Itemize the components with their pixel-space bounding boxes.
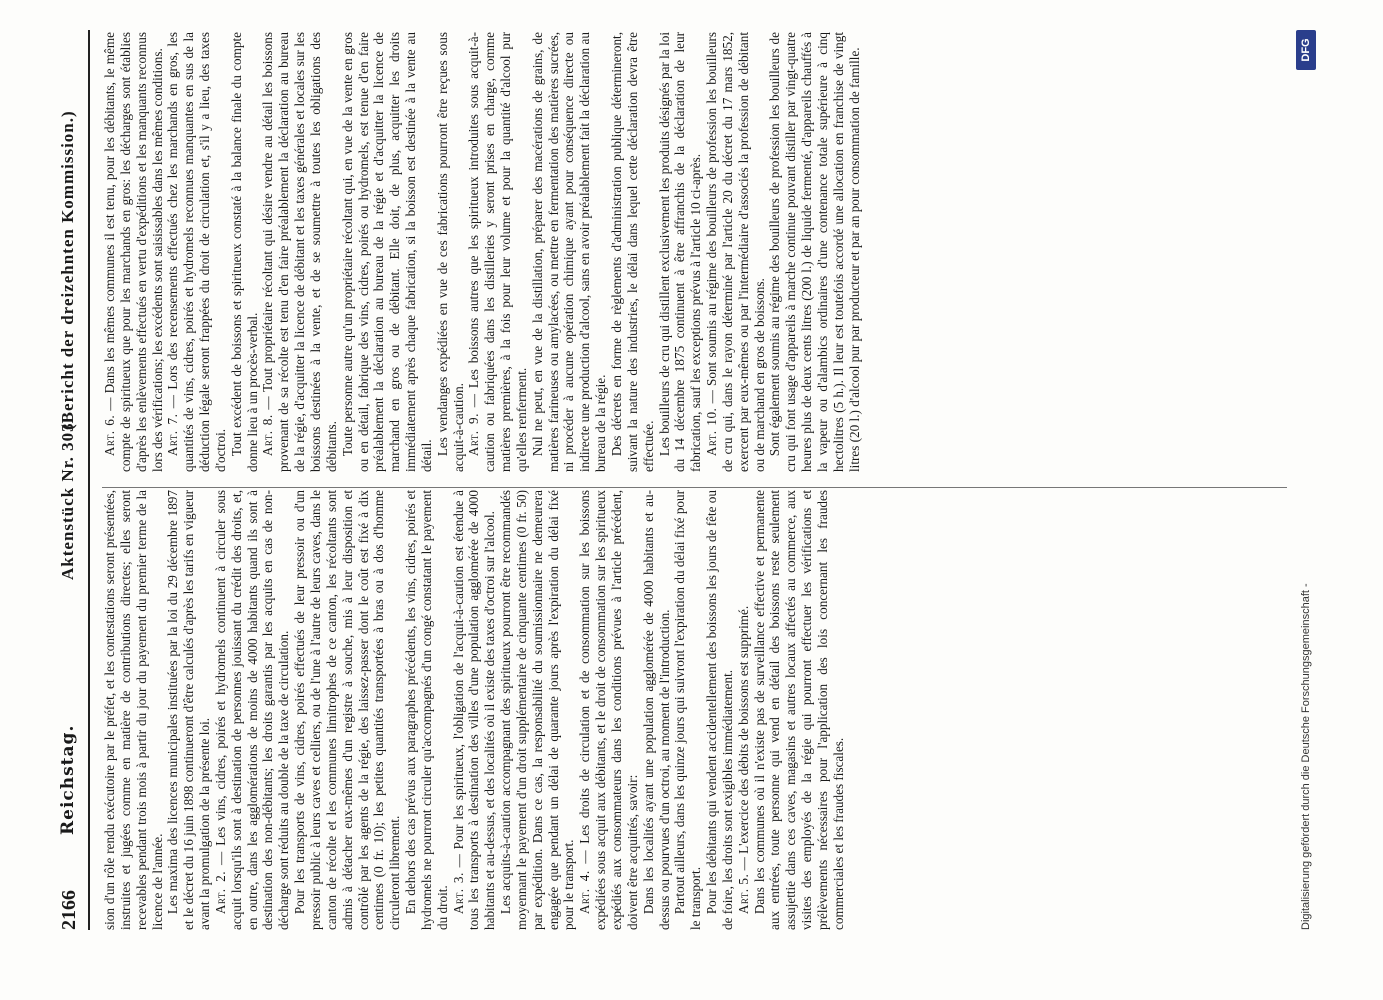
paragraph <box>736 490 752 930</box>
paragraph-text: — L'exercice des débits de boissons est supprimé. <box>735 605 751 874</box>
paragraph <box>102 490 165 930</box>
paragraph <box>704 490 736 930</box>
paragraph <box>435 32 467 472</box>
paragraph-text: — Dans les mêmes communes il est tenu, pour les débitants, le même compte de spiritueux que pour les marchands en gros: les décharges sont établies d'après les enlèvements effectués en vertu d'expéditions et les manquants reconnus lors des vérifications; les excédents sont saisissables dans les mêmes conditions. <box>102 32 165 472</box>
article-label: Art. 2. <box>212 870 228 915</box>
column-divider <box>102 487 1287 488</box>
running-title: Reichstag. <box>58 724 78 835</box>
paragraph <box>102 32 165 472</box>
paragraph <box>403 490 451 930</box>
paragraph <box>229 32 261 472</box>
paragraph-text: Nul ne peut, en vue de la distillation, préparer des macérations de grains, de matières farineuses ou amylacées, ou mettre en fermentation des matières sucrées, ni procéder à aucune opération chimique ayant pour conséquence directe ou indirecte une production d'alcool, sans en avoir préalablement fait la déclaration au bureau de la régie. <box>529 32 609 472</box>
right-column <box>102 32 1292 472</box>
paragraph-text: Les maxima des licences municipales instituées par la loi du 29 décembre 1897 et le décret du 16 juin 1898 continueront d'être calculés d'après les tarifs en vigueur avant la promulgation de la présente loi. <box>165 490 213 930</box>
paragraph <box>165 490 213 930</box>
paragraph <box>657 32 705 472</box>
paragraph-text: — Lors des recensements effectués chez les marchands en gros, les quantités de vins, cidres, poirés et hydromels reconnues manquantes en sus de la déduction légale seront frappées du droit de circulation et, s'il y a lieu, des taxes d'octroi. <box>165 32 228 472</box>
paragraph-text: Dans les communes où il n'existe pas de surveillance effective et permanente aux entrées, toute personne qui vend en détail des boissons reste seulement assujettie dans ces caves, magasins et autres locaux affectés au commerce, aux visites des employés de la régie qui pourront effectuer les vérifications et prélèvements nécessaires pour l'application des lois concernant les fraudes commerciales et les fraudes fiscales. <box>751 490 846 930</box>
paragraph-text: sion d'un rôle rendu exécutoire par le préfet, et les contestations seront présentées, instruites et jugées comme en matière de contributions directes; elles seront recevables pendant trois mois à partir du jour du payement du premier terme de la licence de l'année. <box>102 490 165 930</box>
paragraph-text: Toute personne autre qu'un propriétaire récoltant qui, en vue de la vente en gros ou en détail, fabrique des vins, cidres, poirés ou hydromels, est tenue d'en faire préalablement la déclaration au bureau de la régie et d'acquitter la licence de marchand en gros ou de débitant. Elle doit, de plus, acquitter les droits immédiatement après chaque fabrication, si la boisson est destinée à la vente au détail. <box>339 32 434 472</box>
paragraph <box>466 32 529 472</box>
paragraph <box>498 490 577 930</box>
paragraph-text: Tout excédent de boissons et spiritueux constaté à la balance finale du compte donne lieu à un procès-verbal. <box>228 32 260 472</box>
paragraph <box>451 490 499 930</box>
article-label: Art. 7. <box>165 413 181 457</box>
paragraph-text: Les bouilleurs de cru qui distillent exclusivement les produits désignés par la loi du 14 décembre 1875 continuent à être affranchis de la déclaration de leur fabrication, sauf les exceptions prévus à l'article 10 ci-après. <box>656 32 704 472</box>
paragraph <box>530 32 609 472</box>
paragraph-text: En dehors des cas prévus aux paragraphes précédents, les vins, cidres, poirés et hydromels ne pourront circuler qu'accompagnés d'un congé constatant le payement du droit. <box>403 490 450 930</box>
paragraph <box>672 490 704 930</box>
running-head <box>58 30 84 930</box>
paragraph <box>260 32 339 472</box>
paragraph-text: — Les vins, cidres, poirés et hydromels continuent à circuler sous acquit lorsqu'ils sont à destination de personnes jouissant du crédit des droits, et, en outre, dans les agglomérations de moins de 4000 habitants quand ils sont à destination des non-débitants; les droits garantis par les acquits en cas de non-décharge sont réduits au double de la taxe de circulation. <box>212 490 292 930</box>
paragraph <box>292 490 403 930</box>
report-title: (Bericht der dreizehnten Kommission.) <box>58 110 77 430</box>
article-label: Art. 9. <box>466 413 482 457</box>
paragraph-text: — Pour les spiritueux, l'obligation de l'acquit-à-caution est étendue à tous les transports à destination des villes d'une population agglomérée de 4000 habitants et au-dessus, et des localités où il existe des taxes d'octroi sur l'alcool. <box>450 490 498 930</box>
article-label: Art. 8. <box>260 414 276 457</box>
paragraph-text: Les acquits-à-caution accompagnant des spiritueux pourront être recommandés moyennant le payement d'un droit supplémentaire de cinquante centimes (0 fr. 50) par expédition. Dans ce cas, la responsabilité du soumissionnaire ne demeurera engagée que pendant un délai de quarante jours après l'expiration du délai fixé pour le transport. <box>498 490 577 930</box>
paragraph-text: Sont également soumis au régime des bouilleurs de profession les bouilleurs de cru qui font usage d'appareils à marche continue pouvant distiller par vingt-quatre heures plus de deux cents litres (200 l.) de liquide fermenté, d'appareils chauffés à la vapeur ou d'alambics ordinaires d'une contenance totale supérieure à cinq hectolitres (5 h.). Il leur est toutefois accordé une allocation en franchise de vingt litres (20 l.) d'alcool pur par producteur et par an pour consommation de famille. <box>767 32 862 472</box>
paragraph-text: — Tout propriétaire récoltant qui désire vendre au détail les boissons provenant de sa récolte est tenu d'en faire préalablement la déclaration au bureau de la régie, d'acquitter la licence de débitant et les taxes générales et locales sur les boissons destinées à la vente, et de se soumettre à toutes les obligations des débitants. <box>260 32 339 472</box>
header-rule <box>88 30 90 930</box>
paragraph <box>704 32 767 472</box>
paragraph-text: Dans les localités ayant une population agglomérée de 4000 habitants et au-dessus ou pourvues d'un octroi, au moment de l'introduction. <box>640 490 672 930</box>
article-label: Art. 10. <box>704 407 720 457</box>
article-label: Art. 4. <box>577 870 593 915</box>
article-label: Art. 5. <box>735 873 751 915</box>
paragraph <box>767 32 862 472</box>
paragraph <box>752 490 847 930</box>
dfg-logo: DFG <box>1296 30 1316 70</box>
document-number: Aktenstück Nr. 303. <box>58 417 77 580</box>
article-label: Art. 3. <box>450 872 466 915</box>
paragraph <box>641 490 673 930</box>
paragraph <box>165 32 228 472</box>
paragraph-text: Partout ailleurs, dans les quinze jours qui suivront l'expiration du délai fixé pour le transport. <box>672 490 704 930</box>
paragraph-text: — Sont soumis au régime des bouilleurs de profession les bouilleurs de cru qui, dans le rayon déterminé par l'article 20 du décret du 17 mars 1852, exercent par eux-mêmes ou par l'intermédiaire d'associés la profession de débitant ou de marchand en gros de boissons. <box>704 32 767 472</box>
paragraph-text: — Les boissons autres que les spiritueux introduites sous acquit-à-caution ou fabriquées dans les distilleries y seront prises en charge, comme matières premières, à la fois pour leur volume et pour la quantité d'alcool pur qu'elles renferment. <box>466 32 529 472</box>
paragraph-text: Les vendanges expédiées en vue de ces fabrications pourront être reçues sous acquit-à-caution. <box>434 32 466 472</box>
digitization-credit: Digitalisierung gefördert durch die Deutsche Forschungsgemeinschaft - <box>1300 583 1312 930</box>
page-number: 2166 <box>58 890 80 930</box>
paragraph-text: — Les droits de circulation et de consommation sur les boissons expédiées sous acquit aux débitants, et le droit de consommation sur les spiritueux expédiés aux consommateurs dans les conditions prévues à l'article précédent, doivent être acquittés, savoir: <box>577 490 640 930</box>
paragraph <box>213 490 292 930</box>
left-column <box>102 490 1292 930</box>
paragraph-text: Pour les transports de vins, cidres, poirés effectués de leur pressoir ou d'un pressoir public à leurs caves et celliers, ou de l'une à l'autre de leurs caves, dans le canton de récolte et les communes limitrophes de ce canton, les récoltants sont admis à détacher eux-mêmes d'un registre à souche, mis à leur disposition et contrôlé par les agents de la régie, des laissez-passer dont le coût est fixé à dix centimes (0 fr. 10); les petites quantités transportées à bras ou à dos d'homme circuleront librement. <box>292 490 403 930</box>
paragraph <box>577 490 640 930</box>
paragraph <box>609 32 657 472</box>
paragraph-text: Pour les débitants qui vendent accidentellement des boissons les jours de fête ou de foire, les droits sont exigibles immédiatement. <box>704 490 735 930</box>
paragraph <box>340 32 435 472</box>
paragraph-text: Des décrets en forme de règlements d'administration publique détermineront, suivant la nature des industries, le délai dans lequel cette déclaration devra être effectuée. <box>609 32 656 472</box>
article-label: Art. 6. <box>102 414 117 457</box>
